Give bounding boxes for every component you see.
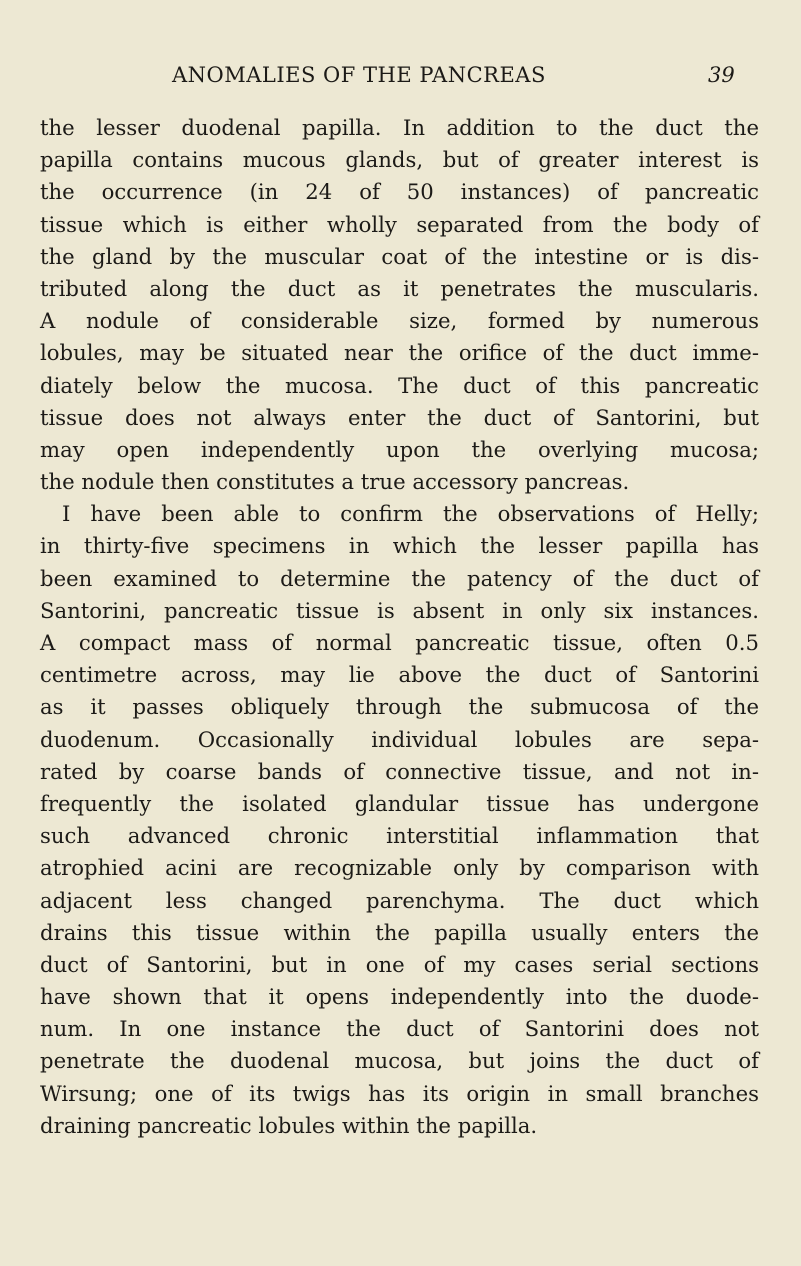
text-line: as it passes obliquely through the submucosa of the <box>40 694 759 720</box>
text-line: may open independently upon the overlying mucosa; <box>40 436 759 462</box>
text-line: have shown that it opens independently into the duode- <box>40 984 759 1010</box>
text-line: in thirty-five specimens in which the lesser papilla has <box>40 533 759 559</box>
text-line: diately below the mucosa. The duct of this pancreatic <box>40 372 759 398</box>
text-line: Wirsung; one of its twigs has its origin in small branches <box>40 1080 759 1106</box>
text-line: tributed along the duct as it penetrates the muscularis. <box>40 275 759 301</box>
text-line: tissue which is either wholly separated from the body of <box>40 211 759 237</box>
text-line: the gland by the muscular coat of the intestine or is dis- <box>40 243 759 269</box>
body-text <box>40 112 759 1142</box>
text-line: duct of Santorini, but in one of my cases serial sections <box>40 951 759 977</box>
text-line: such advanced chronic interstitial inflammation that <box>40 823 759 849</box>
text-line: rated by coarse bands of connective tissue, and not in- <box>40 758 759 784</box>
text-line: num. In one instance the duct of Santorini does not <box>40 1016 759 1042</box>
text-line: the lesser duodenal papilla. In addition to the duct the <box>40 115 759 140</box>
text-line: tissue does not always enter the duct of Santorini, but <box>40 404 759 430</box>
text-line: drains this tissue within the papilla usually enters the <box>40 919 759 945</box>
text-line: been examined to determine the patency of the duct of <box>40 565 759 591</box>
text-line: the occurrence (in 24 of 50 instances) of pancreatic <box>40 179 759 205</box>
paragraph-1 <box>40 112 759 498</box>
text-line: frequently the isolated glandular tissue has undergone <box>40 790 759 816</box>
text-line: duodenum. Occasionally individual lobules are sepa- <box>40 726 759 752</box>
text-line: draining pancreatic lobules within the papilla. <box>40 1112 538 1138</box>
text-line: papilla contains mucous glands, but of greater interest is <box>40 147 759 173</box>
page-number: 39 <box>708 63 735 87</box>
text-line: the nodule then constitutes a true accessory pancreas. <box>40 469 630 495</box>
text-line: adjacent less changed parenchyma. The duct which <box>40 887 759 913</box>
text-line: penetrate the duodenal mucosa, but joins the duct of <box>40 1048 759 1074</box>
text-line: A compact mass of normal pancreatic tissue, often 0.5 <box>40 630 759 655</box>
running-head <box>0 60 801 90</box>
text-line: I have been able to confirm the observations of Helly; <box>62 501 759 527</box>
text-line: lobules, may be situated near the orifice of the duct imme- <box>40 340 759 366</box>
running-head-title: ANOMALIES OF THE PANCREAS <box>172 63 546 87</box>
text-line: atrophied acini are recognizable only by comparison with <box>40 855 759 881</box>
text-line: A nodule of considerable size, formed by numerous <box>40 308 759 334</box>
paragraph-2 <box>40 498 759 1142</box>
text-line: centimetre across, may lie above the duct of Santorini <box>40 662 759 688</box>
text-line: Santorini, pancreatic tissue is absent in only six instances. <box>40 597 759 623</box>
